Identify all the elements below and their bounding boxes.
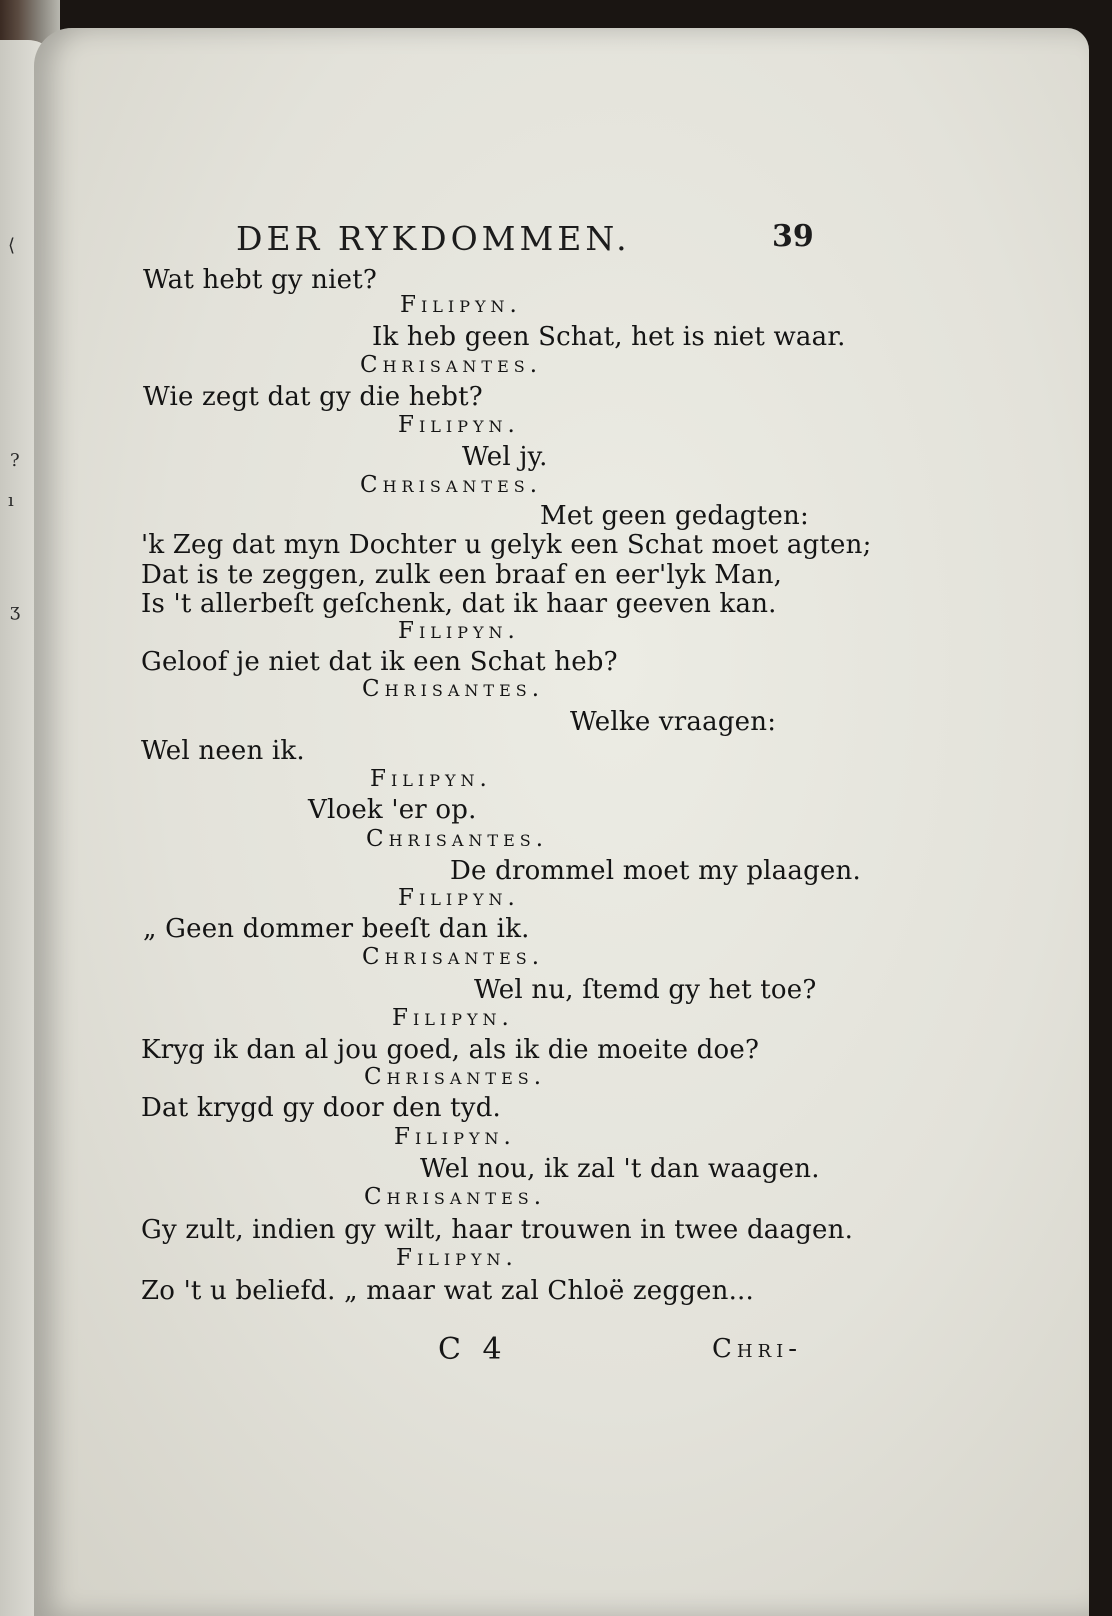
verse-line: Wel neen ik. [141,736,305,766]
verse-line: Wel nu, ſtemd gy het toe? [474,975,817,1005]
speaker-name: Chrisantes. [362,944,545,970]
speaker-name: Filipyn. [396,1245,518,1271]
verse-line: Dat krygd gy door den tyd. [141,1093,502,1123]
speaker-name: Chrisantes. [364,1064,547,1090]
verse-line: Ik heb geen Schat, het is niet waar. [372,322,846,352]
verse-line: De drommel moet my plaagen. [450,856,861,886]
verse-line: Wat hebt gy niet? [143,265,377,295]
verse-line: Zo 't u beliefd. „ maar wat zal Chloë zeggen... [141,1276,754,1306]
speaker-name: Chrisantes. [366,826,549,852]
catchword: Chri- [712,1334,803,1364]
speaker-name: Chrisantes. [362,676,545,702]
verse-line: Met geen gedagten: [540,501,809,531]
verse-line: Vloek 'er op. [308,795,477,825]
verse-line: Geloof je niet dat ik een Schat heb? [141,647,618,677]
verse-line: Is 't allerbeſt geſchenk, dat ik haar geeven kan. [141,589,777,619]
verse-line: Kryg ik dan al jou goed, als ik die moeite doe? [141,1035,760,1065]
speaker-name: Filipyn. [394,1124,516,1150]
verse-line: Welke vraagen: [570,707,777,737]
verse-line: Wie zegt dat gy die hebt? [143,382,483,412]
verse-line: Gy zult, indien gy wilt, haar trouwen in twee daagen. [141,1215,854,1245]
signature-mark: C 4 [438,1332,508,1367]
page-number: 39 [772,219,814,254]
speaker-name: Filipyn. [398,618,520,644]
speaker-name: Chrisantes. [360,352,543,378]
verse-line: Dat is te zeggen, zulk een braaf en eer'lyk Man, [141,560,783,590]
speaker-name: Filipyn. [392,1005,514,1031]
running-head: DER RYKDOMMEN. [236,219,631,258]
verse-line: „ Geen dommer beeſt dan ik. [143,914,530,944]
verse-line: Wel nou, ik zal 't dan waagen. [420,1154,820,1184]
page-header [200,215,840,265]
speaker-name: Filipyn. [400,292,522,318]
speaker-name: Filipyn. [398,885,520,911]
previous-page-edge: ⟨ ? ı ʒ [0,40,58,1616]
speaker-name: Chrisantes. [364,1184,547,1210]
speaker-name: Chrisantes. [360,472,543,498]
verse-line: Wel jy. [462,442,548,472]
speaker-name: Filipyn. [370,766,492,792]
speaker-name: Filipyn. [398,412,520,438]
verse-line: 'k Zeg dat myn Dochter u gelyk een Schat moet agten; [141,530,872,560]
